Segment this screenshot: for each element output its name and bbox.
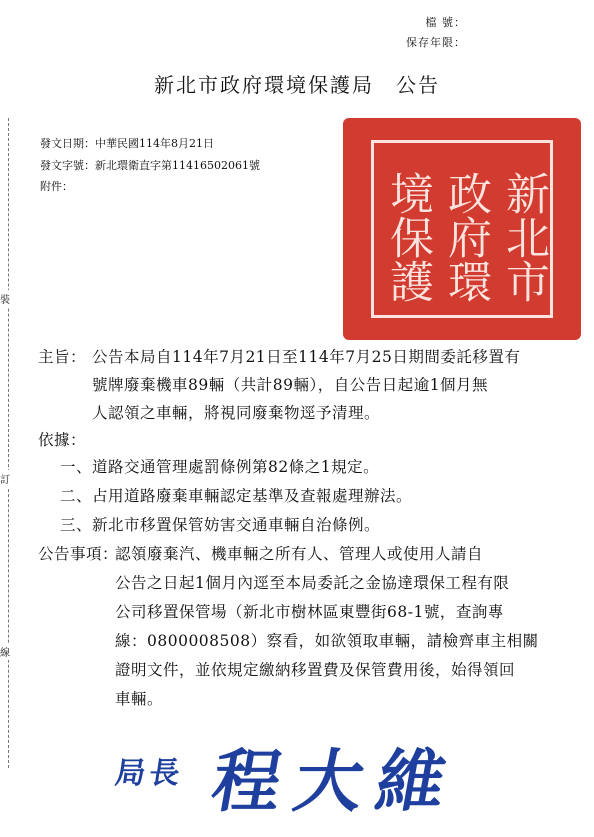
binding-mark-1: 裝	[0, 290, 10, 307]
signature-name: 程大維	[205, 743, 466, 822]
notice-line-2: 公告之日起1個月內逕至本局委託之金協達環保工程有限	[115, 574, 510, 592]
basis-item-3: 三、新北市移置保管妨害交通車輛自治條例。	[60, 516, 381, 534]
notice-line-5: 證明文件，並依規定繳納移置費及保管費用後，始得領回	[115, 661, 516, 679]
seal-border	[371, 140, 553, 318]
binding-mark-3: 線	[0, 643, 10, 660]
attachment-label: 附件：	[40, 180, 73, 193]
reference-number: 發文字號：新北環衛直字第11416502061號	[40, 159, 260, 172]
issue-date: 發文日期：中華民國114年8月21日	[40, 137, 214, 150]
subject-line-3: 人認領之車輛，將視同廢棄物逕予清理。	[92, 404, 381, 422]
notice-line-4: 線：0800008508）察看，如欲領取車輛，請檢齊車主相關	[115, 632, 539, 650]
subject-line-1: 公告本局自114年7月21日至114年7月25日期間委託移置有	[92, 348, 521, 366]
seal-column-3: 境保護	[382, 171, 433, 303]
seal-column-1: 新北市	[498, 171, 549, 303]
basis-item-1: 一、道路交通管理處罰條例第82條之1規定。	[60, 458, 380, 476]
basis-item-2: 二、占用道路廢棄車輛認定基準及查報處理辦法。	[60, 487, 413, 505]
notice-line-3: 公司移置保管場（新北市樹林區東豐街68-1號，查詢專	[115, 603, 504, 621]
retention-period-label: 保存年限：	[406, 36, 466, 49]
basis-label: 依據：	[38, 431, 87, 449]
seal-column-2: 政府環	[440, 171, 491, 303]
notice-line-1: 認領廢棄汽、機車輛之所有人、管理人或使用人請自	[115, 545, 484, 563]
binding-line	[8, 118, 9, 768]
notice-line-6: 車輛。	[115, 690, 164, 708]
official-seal	[343, 118, 581, 340]
archive-number-label: 檔 號：	[425, 16, 466, 29]
subject-line-2: 號牌廢棄機車89輛（共計89輛），自公告日起逾1個月無	[92, 376, 489, 394]
binding-mark-2: 訂	[0, 470, 10, 487]
signature-title: 局長	[113, 756, 186, 791]
notice-label: 公告事項：	[38, 545, 119, 563]
subject-label: 主旨：	[38, 348, 87, 366]
page-title: 新北市政府環境保護局 公告	[154, 73, 440, 97]
